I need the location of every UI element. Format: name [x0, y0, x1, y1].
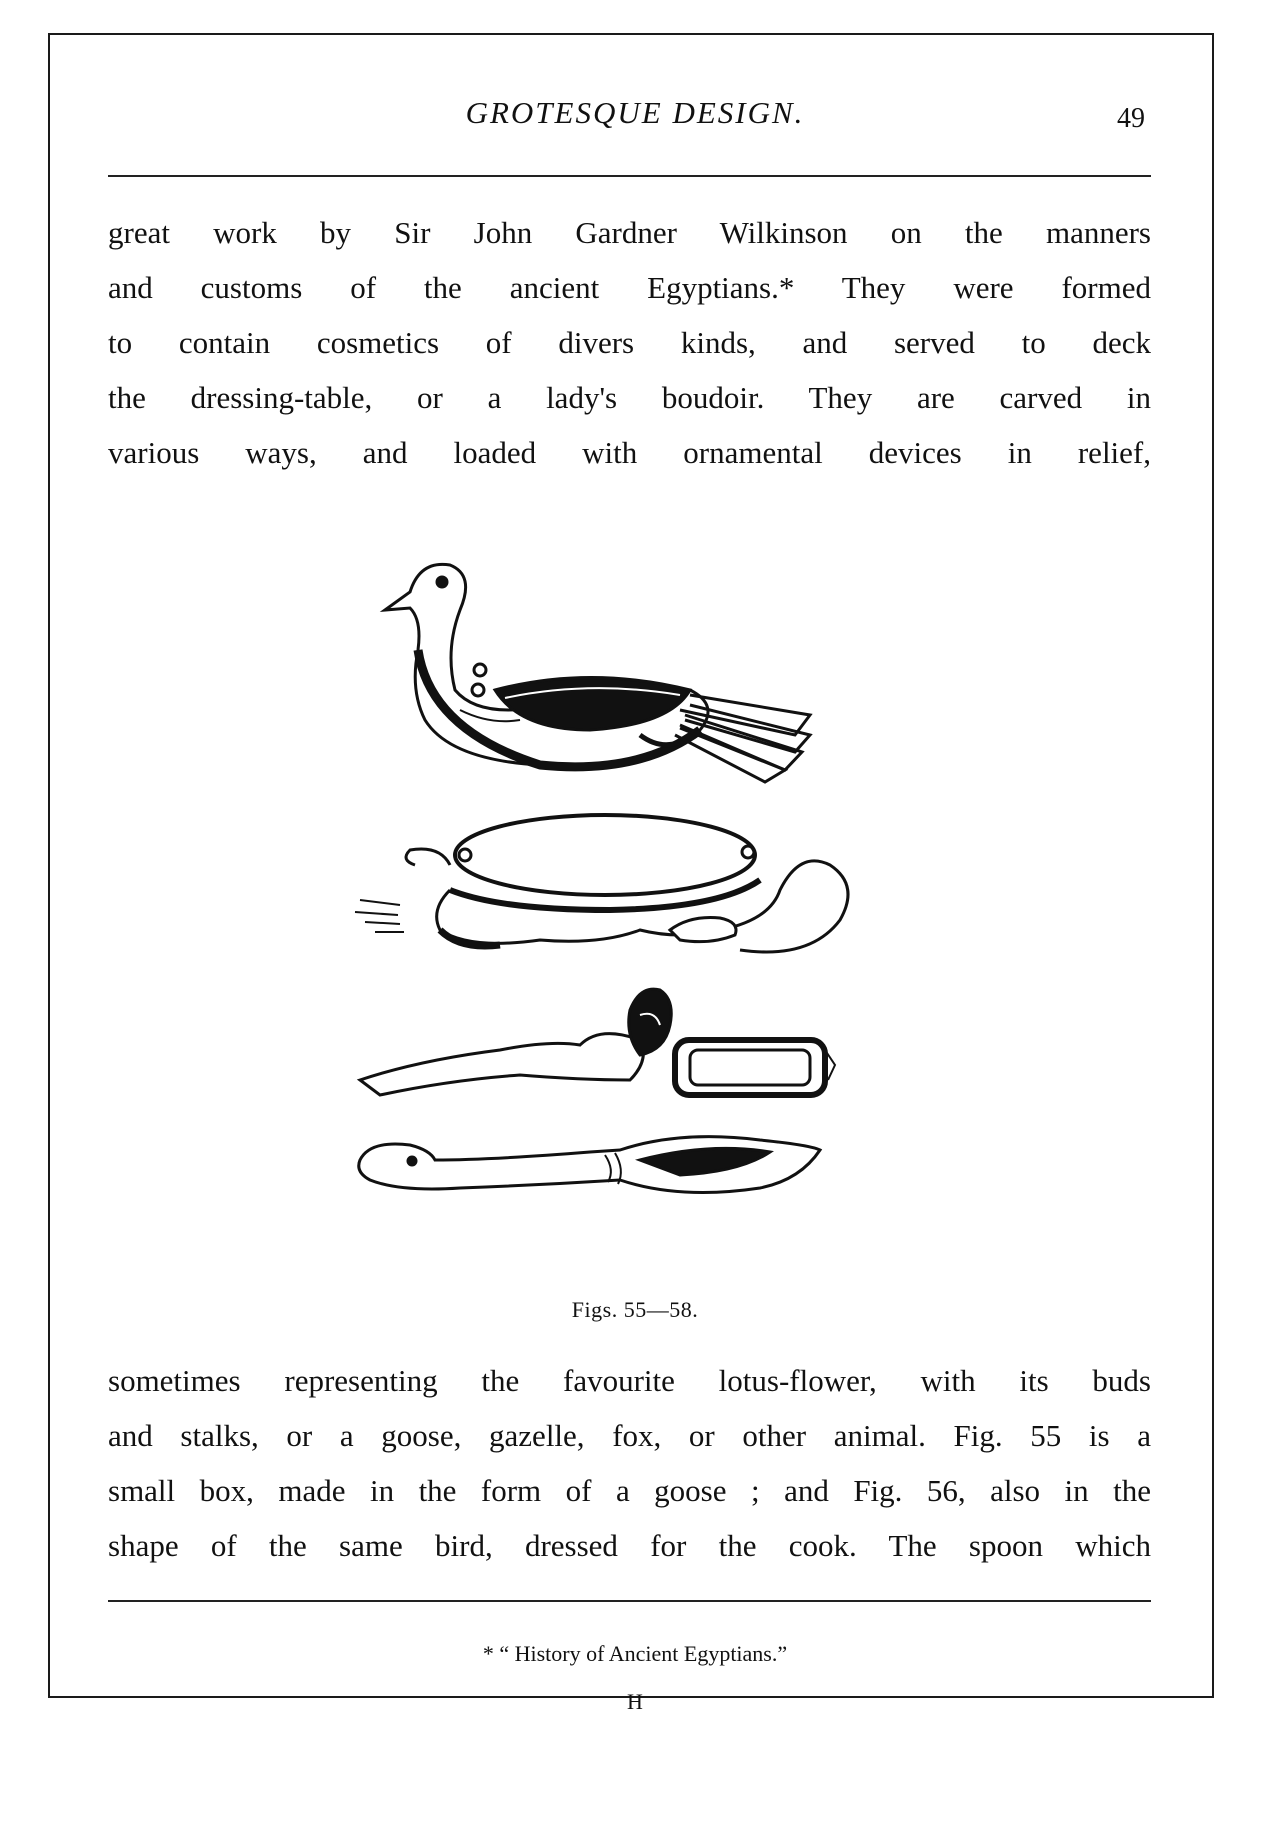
- figure-illustration: [340, 520, 920, 1260]
- text-line: small box, made in the form of a goose ; and Fig. 56, also in the: [108, 1473, 1151, 1508]
- signature-mark: H: [627, 1689, 643, 1714]
- text-line: to contain cosmetics of divers kinds, and served to deck: [108, 325, 1151, 360]
- header-rule: [108, 175, 1151, 177]
- body-text-top: [108, 205, 1151, 480]
- footnote-rule: [108, 1600, 1151, 1602]
- page-number: 49: [1117, 103, 1145, 134]
- trussed-goose-box-illustration: [355, 815, 848, 952]
- text-line: great work by Sir John Gardner Wilkinson on the manners: [108, 215, 1151, 250]
- figure-caption: Figs. 55—58.: [571, 1297, 699, 1322]
- goose-box-illustration: [385, 564, 810, 782]
- footnote: * “ History of Ancient Egyptians.”: [482, 1641, 788, 1666]
- running-title: GROTESQUE DESIGN.: [465, 95, 805, 130]
- text-line: various ways, and loaded with ornamental devices in relief,: [108, 435, 1151, 470]
- text-line: shape of the same bird, dressed for the cook. The spoon which: [108, 1528, 1151, 1563]
- text-line: sometimes representing the favourite lotus-flower, with its buds: [108, 1363, 1151, 1398]
- body-text-bottom: [108, 1353, 1151, 1573]
- text-line: the dressing-table, or a lady's boudoir. They are carved in: [108, 380, 1151, 415]
- swimming-girl-spoon-illustration: [360, 989, 835, 1095]
- goose-head-spoon-illustration: [359, 1137, 820, 1193]
- text-line: and stalks, or a goose, gazelle, fox, or other animal. Fig. 55 is a: [108, 1418, 1151, 1453]
- text-line: and customs of the ancient Egyptians.* They were formed: [108, 270, 1151, 305]
